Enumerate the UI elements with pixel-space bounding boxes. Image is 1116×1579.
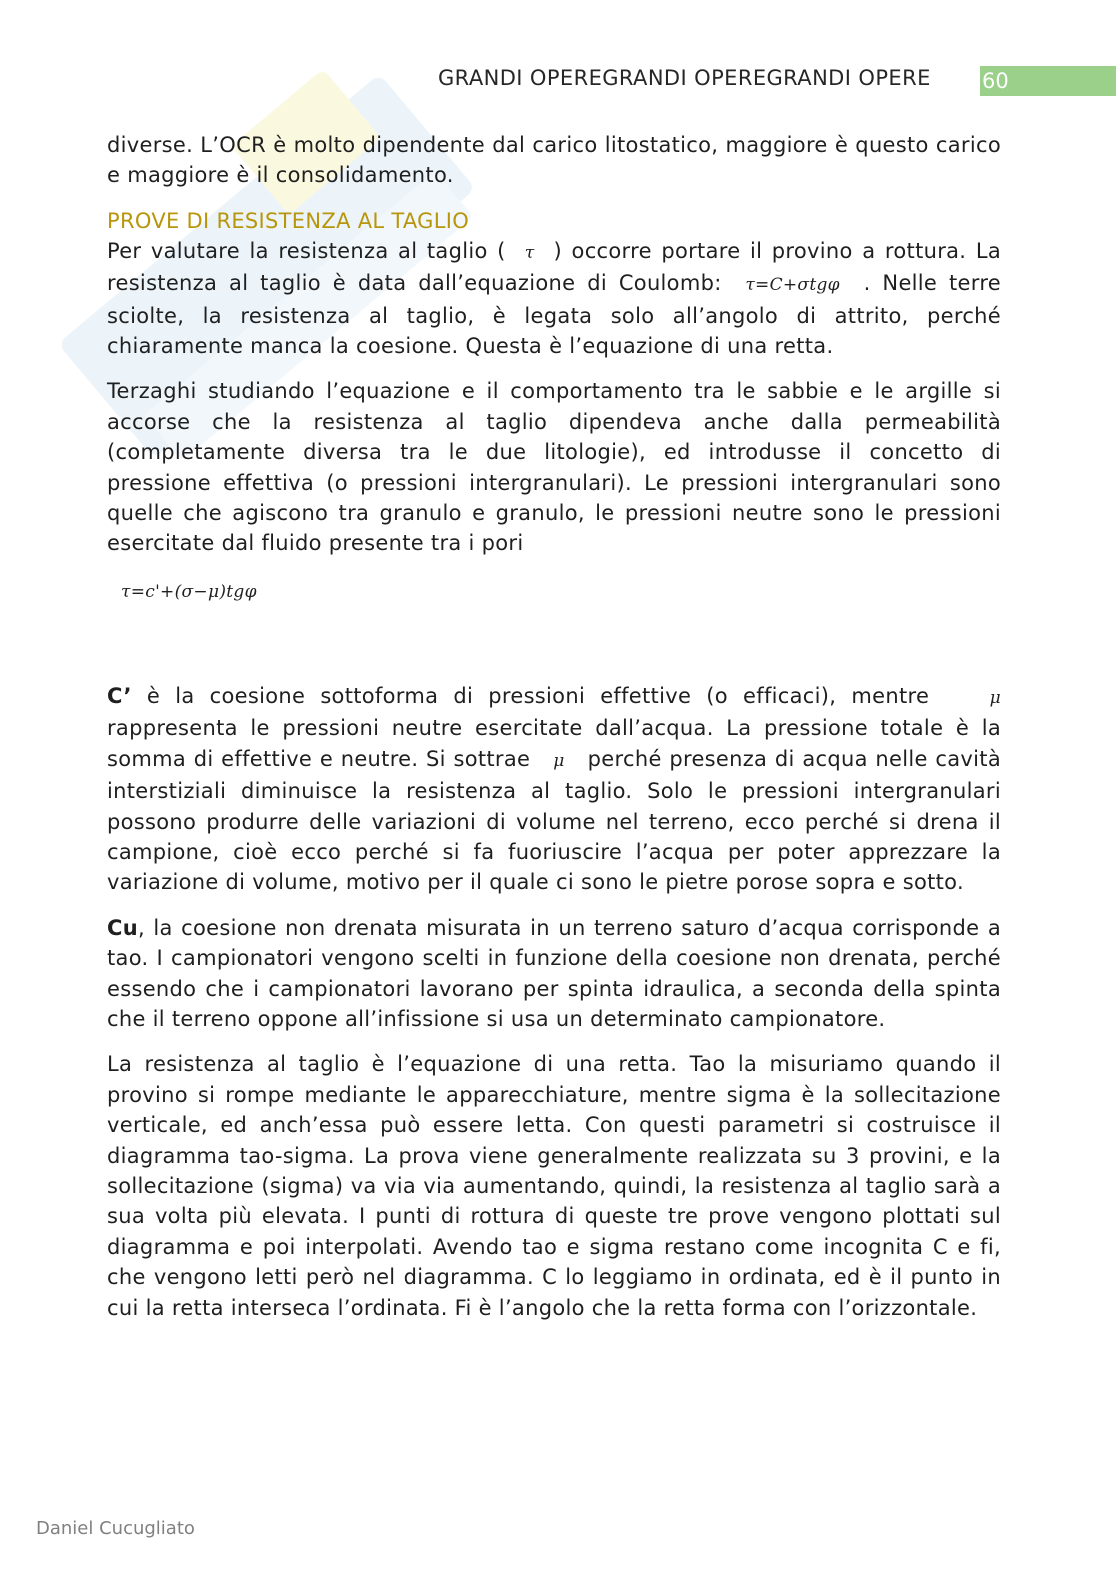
- mu-symbol: μ: [989, 687, 1001, 708]
- para1-text-2: ) occorre portare il provino a rottura. La resistenza al taglio è data dall’equazione di Coulomb:: [107, 238, 1001, 296]
- para3-text-1: è la coesione sottoforma di pressioni effettive (o efficaci), mentre: [131, 683, 930, 708]
- paragraph-terzaghi: Terzaghi studiando l’equazione e il comportamento tra le sabbie e le argille si accorse che la resistenza al taglio dipendeva anche dalla permeabilità (completamente diversa tra le due litologie), ed introdusse il concetto di pressione effettiva (o pressioni intergranulari). Le pressioni intergranulari sono quelle che agiscono tra granulo e granulo, le pressioni neutre sono le pressioni esercitate dal fluido presente tra i pori: [107, 379, 1001, 556]
- coulomb-formula: τ=C+σtgφ: [745, 275, 840, 296]
- term-cu: Cu: [107, 915, 138, 940]
- para3-text-2: rappresenta le pressioni neutre esercitate dall’acqua. La pressione totale è la somma di effettive e neutre. Si sottrae: [107, 716, 1001, 771]
- term-c-prime: C’: [107, 683, 132, 708]
- footer-author: Daniel Cucugliato: [36, 1518, 195, 1539]
- section-heading: PROVE DI RESISTENZA AL TAGLIO: [107, 208, 470, 233]
- effective-stress-formula: τ=c'+(σ−μ)tgφ: [121, 581, 257, 602]
- page-number: 60: [980, 66, 1116, 96]
- para1-text-1: Per valutare la resistenza al taglio (: [107, 238, 506, 263]
- mu-symbol-2: μ: [553, 750, 565, 771]
- para4-text: , la coesione non drenata misurata in un terreno saturo d’acqua corrisponde a tao. I campionatori vengono scelti in funzione della coesione non drenata, perché essendo che i campionatori lavorano per spinta idraulica, a seconda della spinta che il terreno oppone all’infissione si usa un determinato campionatore.: [107, 915, 1001, 1031]
- paragraph-diagram: La resistenza al taglio è l’equazione di una retta. Tao la misuriamo quando il provino si rompe mediante le apparecchiature, mentre sigma è la sollecitazione verticale, ed anch’essa può essere letta. Con questi parametri si costruisce il diagramma tao-sigma. La prova viene generalmente realizzata su 3 provini, e la sollecitazione (sigma) va via via aumentando, quindi, la resistenza al taglio sarà a sua volta più elevata. I punti di rottura di queste tre prove vengono plottati sul diagramma e poi interpolati. Avendo tao e sigma restano come incognita C e fi, che vengono letti però nel diagramma. C lo leggiamo in ordinata, ed è il punto in cui la retta interseca l’ordinata. Fi è l’angolo che la retta forma con l’orizzontale.: [107, 1052, 1001, 1320]
- intro-paragraph: diverse. L’OCR è molto dipendente dal carico litostatico, maggiore è questo carico e maggiore è il consolidamento.: [107, 133, 1001, 188]
- page-header: [0, 62, 1116, 98]
- para1-text-3: . Nelle terre sciolte, la resistenza al taglio, è legata solo all’angolo di attrito, perché chiaramente manca la coesione. Questa è l’equazione di una retta.: [107, 271, 1002, 359]
- document-body: [107, 130, 1001, 1338]
- paragraph-cu: [107, 913, 1001, 1035]
- tau-symbol: τ: [524, 242, 535, 263]
- paragraph-coulomb: [107, 236, 1001, 362]
- para3-text-3: perché presenza di acqua nelle cavità interstiziali diminuisce la resistenza al taglio. Solo le pressioni intergranulari possono produrre delle variazioni di volume nel terreno, ecco perché si drena il campione, cioè ecco perché si fa fuoriuscire l’acqua per poter apprezzare la variazione di volume, motivo per il quale ci sono le pietre porose sopra e sotto.: [107, 746, 1001, 895]
- paragraph-cohesion: [107, 681, 1001, 898]
- header-title: GRANDI OPEREGRANDI OPEREGRANDI OPERE: [438, 66, 931, 90]
